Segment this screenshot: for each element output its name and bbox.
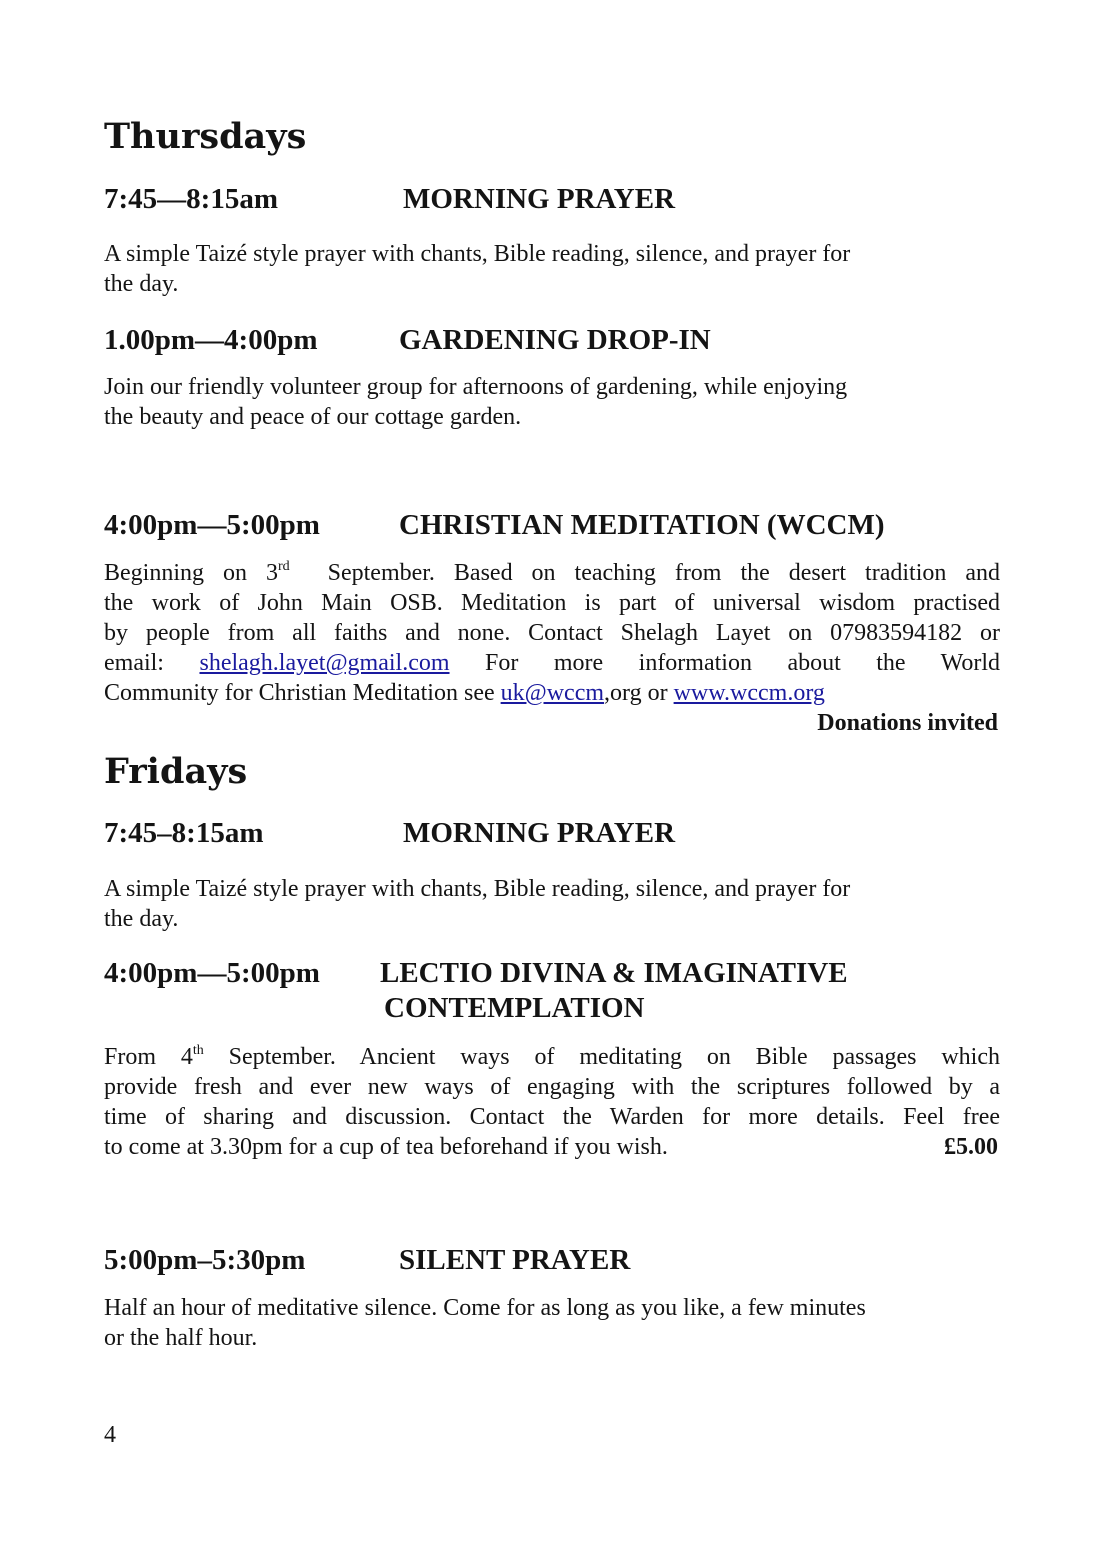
description-line: or the half hour. (104, 1325, 258, 1351)
text: Beginning on 3 (104, 560, 278, 586)
description-line: A simple Taizé style prayer with chants, Bible reading, silence, and prayer for (104, 241, 851, 267)
description-line: time of sharing and discussion. Contact the Warden for more details. Feel free (104, 1104, 1000, 1130)
description-line: the beauty and peace of our cottage garden. (104, 404, 522, 430)
session-time: 5:00pm–5:30pm (104, 1244, 306, 1276)
session-time: 7:45—8:15am (104, 183, 278, 215)
description-line: the day. (104, 906, 179, 932)
description-line (104, 558, 1000, 588)
description-line: provide fresh and ever new ways of engaging with the scriptures followed by a (104, 1074, 1000, 1100)
friday-morning-prayer-description (104, 874, 1000, 934)
description-line: Join our friendly volunteer group for afternoons of gardening, while enjoying (104, 374, 848, 400)
silent-prayer-heading (104, 1243, 631, 1277)
lectio-description (104, 1042, 1000, 1162)
session-title: SILENT PRAYER (399, 1244, 631, 1276)
wccm-website-link[interactable]: www.wccm.org (673, 680, 825, 706)
description-line: the work of John Main OSB. Meditation is part of universal wisdom practised (104, 590, 1000, 616)
session-time: 1.00pm—4:00pm (104, 324, 318, 356)
page-number: 4 (104, 1422, 116, 1448)
description-line (104, 678, 1000, 708)
session-title-continued: CONTEMPLATION (384, 992, 645, 1024)
text: ,org or (604, 680, 668, 706)
ordinal-suffix: th (192, 1043, 204, 1058)
session-title: CHRISTIAN MEDITATION (WCCM) (399, 509, 885, 541)
description-line: Half an hour of meditative silence. Come for as long as you like, a few minutes (104, 1295, 866, 1321)
description-line: by people from all faiths and none. Contact Shelagh Layet on 07983594182 or (104, 620, 1000, 646)
meditation-description (104, 558, 1000, 708)
text: Community for Christian Meditation see (104, 680, 495, 706)
session-time: 7:45–8:15am (104, 817, 264, 849)
session-time: 4:00pm—5:00pm (104, 509, 320, 541)
text: September. Ancient ways of meditating on Bible passages which (228, 1044, 1001, 1070)
session-title: MORNING PRAYER (403, 183, 676, 215)
lectio-heading (104, 956, 848, 1024)
description-line (104, 648, 1000, 678)
session-time: 4:00pm—5:00pm (104, 957, 320, 989)
price: £5.00 (944, 1134, 998, 1160)
silent-prayer-description (104, 1293, 1000, 1353)
text: For more information about the World (485, 650, 1001, 676)
friday-morning-prayer-heading (104, 816, 676, 850)
description-line: to come at 3.30pm for a cup of tea beforehand if you wish. (104, 1134, 668, 1160)
donations-note: Donations invited (817, 710, 998, 736)
meditation-heading (104, 508, 885, 542)
description-line: the day. (104, 271, 179, 297)
gardening-heading (104, 323, 711, 357)
text: From 4 (104, 1044, 193, 1070)
uk-wccm-link[interactable]: uk@wccm (500, 680, 605, 706)
thursdays-heading: Thursdays (104, 116, 307, 157)
text: email: (104, 650, 164, 676)
fridays-heading: Fridays (104, 751, 248, 792)
session-title: MORNING PRAYER (403, 817, 676, 849)
thursday-morning-prayer-description (104, 239, 1000, 299)
thursday-morning-prayer-heading (104, 182, 676, 216)
gardening-description (104, 372, 1000, 432)
description-line (104, 1042, 1000, 1072)
email-link[interactable]: shelagh.layet@gmail.com (199, 650, 450, 676)
ordinal-suffix: rd (277, 559, 290, 574)
session-title: GARDENING DROP-IN (399, 324, 711, 356)
text: September. Based on teaching from the desert tradition and (327, 560, 1001, 586)
description-line: A simple Taizé style prayer with chants, Bible reading, silence, and prayer for (104, 876, 851, 902)
session-title: LECTIO DIVINA & IMAGINATIVE (380, 957, 848, 989)
